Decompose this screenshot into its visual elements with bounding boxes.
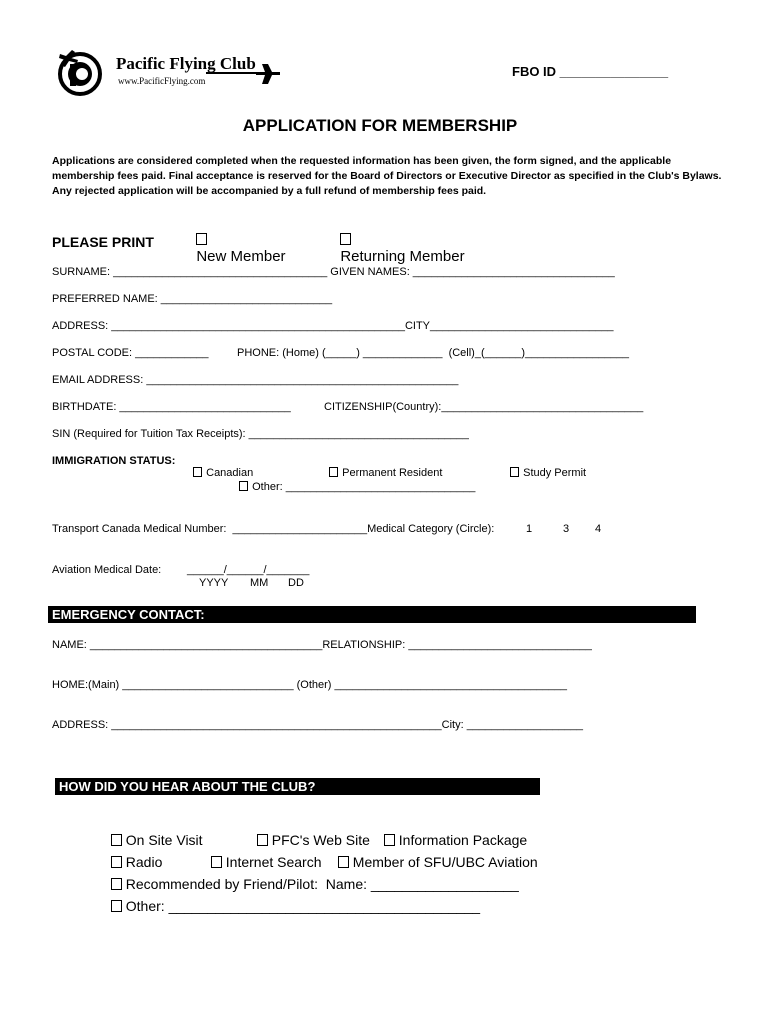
date-month-label: MM bbox=[250, 577, 269, 589]
returning-member-option[interactable] bbox=[332, 214, 465, 265]
address-city-field[interactable]: ADDRESS: ________________________________________________CITY______________________________ bbox=[52, 320, 614, 332]
emergency-contact-header: EMERGENCY CONTACT: bbox=[48, 606, 696, 623]
emergency-address-field[interactable]: ADDRESS: ______________________________________________________City: ___________________ bbox=[52, 719, 583, 731]
immigration-status-label: IMMIGRATION STATUS: bbox=[52, 455, 176, 467]
checkbox-icon[interactable] bbox=[239, 481, 248, 491]
emergency-phone-field[interactable]: HOME:(Main) ____________________________ (Other) ______________________________________ bbox=[52, 679, 567, 691]
medical-category-3[interactable]: 3 bbox=[563, 523, 570, 535]
email-field[interactable]: EMAIL ADDRESS: ___________________________________________________ bbox=[52, 374, 459, 386]
hear-other-field[interactable]: Other: ________________________________________ bbox=[125, 898, 481, 914]
checkbox-icon[interactable] bbox=[193, 467, 202, 477]
immigration-study-option[interactable] bbox=[504, 455, 586, 479]
form-title: APPLICATION FOR MEMBERSHIP bbox=[242, 116, 518, 135]
returning-member-label: Returning Member bbox=[340, 248, 465, 265]
new-member-label: New Member bbox=[196, 248, 286, 265]
medical-category-1[interactable]: 1 bbox=[526, 523, 533, 535]
permanent-resident-label: Permanent Resident bbox=[342, 467, 443, 479]
study-permit-label: Study Permit bbox=[523, 467, 587, 479]
on-site-label: On Site Visit bbox=[125, 832, 203, 848]
club-logo bbox=[56, 44, 286, 100]
pfc-site-label: PFC's Web Site bbox=[271, 832, 370, 848]
date-year-label: YYYY bbox=[199, 577, 229, 589]
birthdate-field[interactable]: BIRTHDATE: ____________________________ bbox=[52, 401, 291, 413]
sfu-ubc-label: Member of SFU/UBC Aviation bbox=[352, 854, 538, 870]
sin-field[interactable]: SIN (Required for Tuition Tax Receipts): ____________________________________ bbox=[52, 428, 469, 440]
hear-other-option[interactable] bbox=[103, 882, 480, 914]
surname-given-names-field[interactable]: SURNAME: ___________________________________ GIVEN NAMES: _________________________________ bbox=[52, 266, 615, 278]
aviation-medical-date-label: Aviation Medical Date: bbox=[52, 564, 162, 576]
radio-label: Radio bbox=[125, 854, 163, 870]
immigration-other-field[interactable]: Other: _______________________________ bbox=[252, 481, 476, 493]
aviation-medical-date-field[interactable]: ______/______/_______ bbox=[187, 564, 310, 576]
citizenship-field[interactable]: CITIZENSHIP(Country):_________________________________ bbox=[324, 401, 644, 413]
date-day-label: DD bbox=[288, 577, 304, 589]
internet-search-label: Internet Search bbox=[225, 854, 322, 870]
phone-field[interactable]: PHONE: (Home) (_____) _____________ (Cell)_(______)_________________ bbox=[237, 347, 629, 359]
info-package-label: Information Package bbox=[398, 832, 528, 848]
intro-paragraph: Applications are considered completed when the requested information has been given, the form signed, and the applicable membership fees paid. Final acceptance is reserved for the Board of Directors or Executive Director as specified in the Club's Bylaws. Any rejected application will be accompanied by a full refund of membership fees paid. bbox=[52, 155, 722, 197]
medical-category-4[interactable]: 4 bbox=[595, 523, 602, 535]
transport-canada-medical-field[interactable]: Transport Canada Medical Number: ______________________Medical Category (Circle): bbox=[52, 523, 495, 535]
canadian-label: Canadian bbox=[206, 467, 254, 479]
new-member-option[interactable] bbox=[188, 214, 286, 265]
preferred-name-field[interactable]: PREFERRED NAME: ____________________________ bbox=[52, 293, 333, 305]
checkbox-icon[interactable] bbox=[111, 900, 122, 912]
checkbox-icon[interactable] bbox=[340, 233, 351, 245]
fbo-id-field[interactable]: FBO ID _______________ bbox=[512, 64, 669, 79]
please-print-heading: PLEASE PRINT bbox=[52, 234, 154, 250]
emergency-name-relationship-field[interactable]: NAME: ______________________________________RELATIONSHIP: ______________________________ bbox=[52, 639, 592, 651]
checkbox-icon[interactable] bbox=[196, 233, 207, 245]
postal-code-field[interactable]: POSTAL CODE: ____________ bbox=[52, 347, 209, 359]
club-url: www.PacificFlying.com bbox=[118, 76, 206, 86]
club-name: Pacific Flying Club bbox=[116, 54, 256, 73]
recommended-field[interactable]: Recommended by Friend/Pilot: Name: ___________________ bbox=[125, 876, 519, 892]
checkbox-icon[interactable] bbox=[510, 467, 519, 477]
how-did-you-hear-header: HOW DID YOU HEAR ABOUT THE CLUB? bbox=[55, 778, 540, 795]
immigration-other-option[interactable] bbox=[233, 469, 475, 493]
